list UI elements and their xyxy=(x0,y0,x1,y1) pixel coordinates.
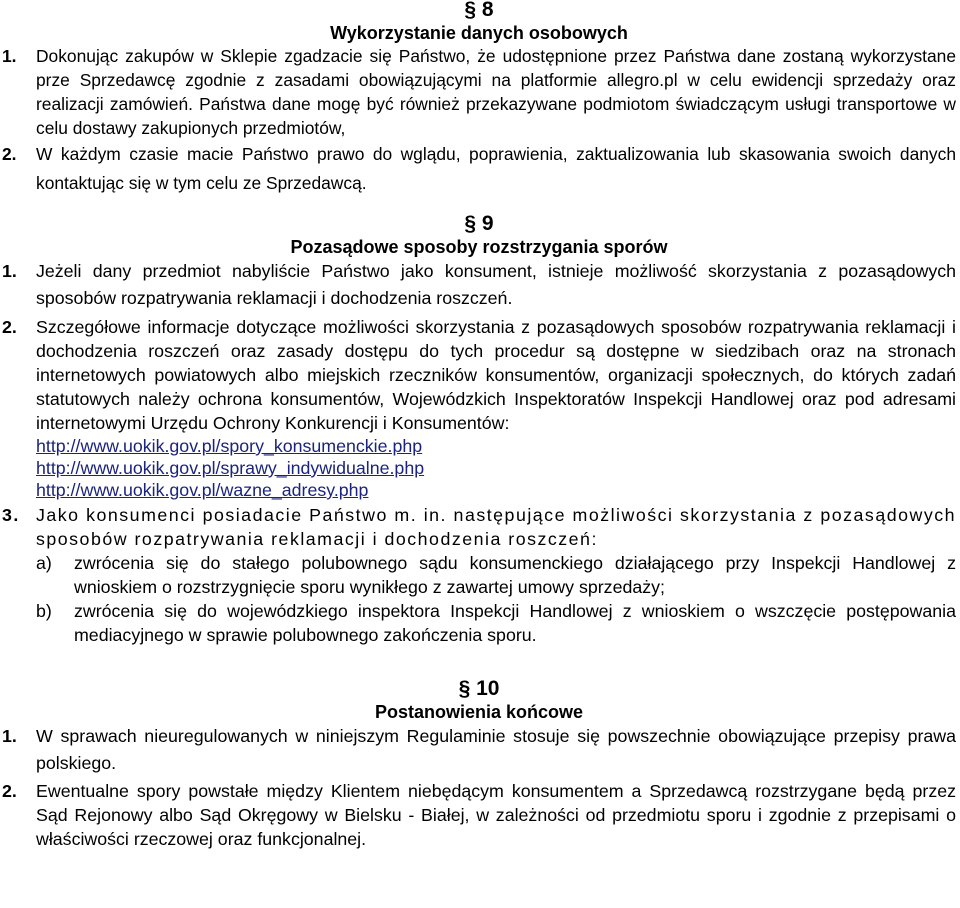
section-10-item-2 xyxy=(2,779,956,851)
item-number: 1. xyxy=(2,261,17,281)
link-wazne-adresy[interactable]: http://www.uokik.gov.pl/wazne_adresy.php xyxy=(36,480,369,500)
section-9-subitem-b xyxy=(36,599,956,647)
section-9-title: Pozasądowe sposoby rozstrzygania sporów xyxy=(290,237,668,257)
section-9-item-3 xyxy=(2,503,956,551)
item-number: 2. xyxy=(2,144,17,164)
subitem-text: zwrócenia się do wojewódzkiego inspektora Inspekcji Handlowej z wnioskiem o wszczęcie postępowania mediacyjnego w sprawie polubownego zakończenia sporu. xyxy=(74,601,956,645)
section-8-item-2 xyxy=(2,140,956,198)
section-9-sign: § 9 xyxy=(464,212,494,235)
item-text: Jeżeli dany przedmiot nabyliście Państwo jako konsument, istnieje możliwość skorzystania z pozasądowych sposobów rozpatrywania reklamacji i dochodzenia roszczeń. xyxy=(36,261,956,308)
section-10-item-1 xyxy=(2,723,956,777)
section-8-title: Wykorzystanie danych osobowych xyxy=(330,23,628,43)
item-text: W sprawach nieuregulowanych w niniejszym Regulaminie stosuje się powszechnie obowiązujące przepisy prawa polskiego. xyxy=(36,726,956,773)
section-9 xyxy=(2,212,956,647)
section-8-sign: § 8 xyxy=(464,0,494,21)
item-text: Jako konsumenci posiadacie Państwo m. in. następujące możliwości skorzystania z pozasądowych sposobów rozpatrywania reklamacji i dochodzenia roszczeń: xyxy=(36,505,956,549)
section-10-title: Postanowienia końcowe xyxy=(374,702,584,722)
subitem-text: zwrócenia się do stałego polubownego sądu konsumenckiego działającego przy Inspekcji Handlowej z wnioskiem o rozstrzygnięcie sporu wynikłego z zawartej umowy sprzedaży; xyxy=(74,553,956,597)
subitem-letter: a) xyxy=(36,553,52,573)
link-spory-konsumenckie[interactable]: http://www.uokik.gov.pl/spory_konsumenckie.php xyxy=(36,436,423,456)
item-text: Ewentualne spory powstałe między Klientem niebędącym konsumentem a Sprzedawcą rozstrzygane będą przez Sąd Rejonowy albo Sąd Okręgowy w Bielsku - Białej, w zależności od przedmiotu sporu i zgodnie z przepisami o właściwości rzeczowej oraz funkcjonalnej. xyxy=(36,781,956,849)
item-number: 1. xyxy=(2,726,17,746)
section-10-sign: § 10 xyxy=(458,677,500,700)
subitem-letter: b) xyxy=(36,601,52,621)
section-10 xyxy=(2,677,956,851)
item-text: Dokonując zakupów w Sklepie zgadzacie się Państwo, że udostępnione przez Państwa dane zostaną wykorzystane prze Sprzedawcę zgodnie z zasadami obowiązującymi na platformie allegro.pl w celu ewidencji sprzedaży oraz realizacji zamówień. Państwa dane mogę być również przekazywane podmiotom świadczącym usługi transportowe w celu dostawy zakupionych przedmiotów, xyxy=(36,46,956,138)
item-text: Szczegółowe informacje dotyczące możliwości skorzystania z pozasądowych sposobów rozpatrywania reklamacji i dochodzenia roszczeń oraz zasady dostępu do tych procedur są dostępne w siedzibach oraz na stronach internetowych powiatowych albo miejskich rzeczników konsumentów, organizacji społecznych, do których zadań statutowych należy ochrona konsumentów, Wojewódzkich Inspektoratów Inspekcji Handlowej oraz pod adresami internetowymi Urzędu Ochrony Konkurencji i Konsumentów: xyxy=(36,317,956,433)
section-8 xyxy=(2,0,956,198)
link-sprawy-indywidualne[interactable]: http://www.uokik.gov.pl/sprawy_indywidualne.php xyxy=(36,458,425,478)
item-text: W każdym czasie macie Państwo prawo do wglądu, poprawienia, zaktualizowania lub skasowania swoich danych kontaktując się w tym celu ze Sprzedawcą. xyxy=(36,144,956,193)
section-9-heading xyxy=(2,212,956,258)
item-number: 2. xyxy=(2,781,17,801)
section-9-subitem-a xyxy=(36,551,956,599)
section-9-item-2 xyxy=(2,315,956,435)
item-number: 2. xyxy=(2,317,17,337)
section-9-item-1 xyxy=(2,258,956,312)
item-number: 3. xyxy=(2,505,20,525)
item-number: 1. xyxy=(2,46,17,66)
section-8-heading xyxy=(2,0,956,44)
section-8-item-1 xyxy=(2,44,956,140)
section-10-heading xyxy=(2,677,956,723)
uokik-links xyxy=(36,435,956,501)
